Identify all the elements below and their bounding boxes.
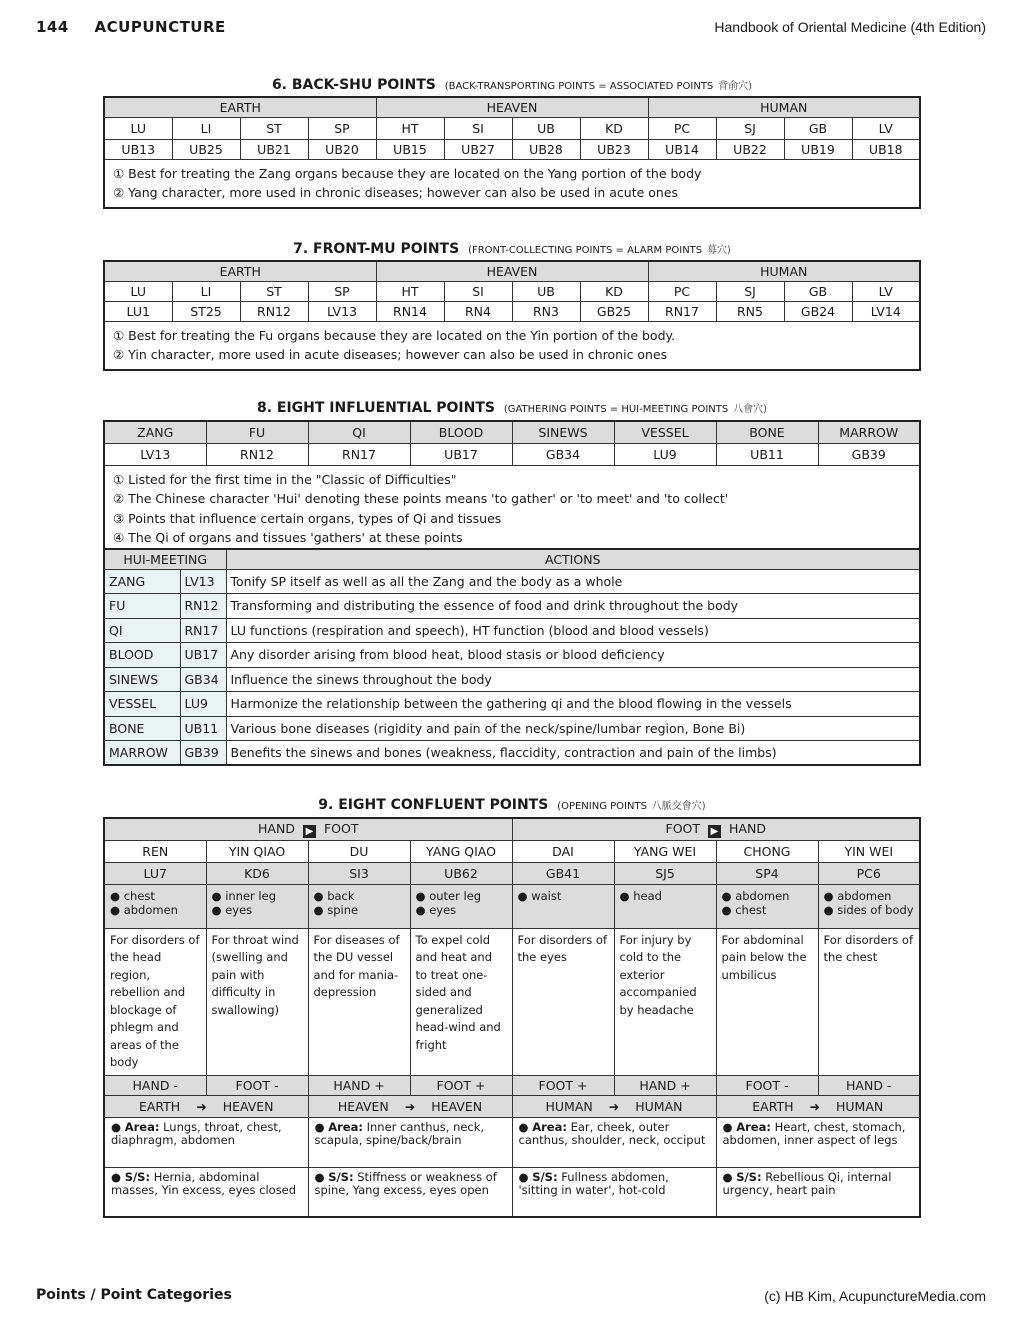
point-cell: UB15 bbox=[376, 139, 444, 159]
area-text: Heart, chest, stomach, abdomen, inner aspect of legs bbox=[722, 1119, 906, 1147]
target-item: inner leg bbox=[225, 888, 277, 903]
target-list: ● head bbox=[614, 884, 716, 928]
front-mu-title-line bbox=[103, 241, 921, 257]
ss-text: Fullness abdomen, 'sitting in water', hot-cold bbox=[518, 1169, 669, 1197]
usage-text: For disorders of the eyes bbox=[512, 928, 614, 1075]
back-shu-table bbox=[103, 96, 921, 209]
point-cell: RN14 bbox=[376, 301, 444, 321]
point-cell: LU1 bbox=[104, 301, 172, 321]
target-item: spine bbox=[327, 902, 359, 917]
area-text: Ear, cheek, outer canthus, shoulder, neck, occiput bbox=[518, 1119, 706, 1147]
pair-to: HEAVEN bbox=[431, 1098, 483, 1114]
dir-to: FOOT bbox=[323, 820, 359, 836]
vessel-cell: YANG QIAO bbox=[410, 840, 512, 862]
hui-point: UB17 bbox=[180, 643, 226, 668]
target-list: ● waist bbox=[512, 884, 614, 928]
group-header: EARTH bbox=[104, 261, 376, 281]
ss-text: Rebellious Qi, internal urgency, heart pain bbox=[722, 1169, 892, 1197]
point-cell: RN17 bbox=[648, 301, 716, 321]
channel-cell: UB bbox=[512, 281, 580, 301]
channel-cell: ST bbox=[240, 281, 308, 301]
note-line: ② The Chinese character 'Hui' denoting these points means 'to gather' or 'to meet' and 'to collect' bbox=[113, 491, 729, 506]
pair-direction bbox=[104, 1095, 308, 1117]
channel-cell: LI bbox=[172, 117, 240, 139]
section-name: ACUPUNCTURE bbox=[94, 18, 226, 36]
point-cell: UB18 bbox=[852, 139, 920, 159]
channel-cell: PC bbox=[648, 281, 716, 301]
confluent-table bbox=[103, 817, 921, 1218]
book-title: Handbook of Oriental Medicine (4th Edition) bbox=[714, 19, 986, 35]
point-cell: UB28 bbox=[512, 139, 580, 159]
target-item: eyes bbox=[225, 902, 253, 917]
confluent-cjk: 八脈交會穴) bbox=[651, 801, 706, 812]
influential-title: 8. EIGHT INFLUENTIAL POINTS bbox=[256, 400, 495, 416]
dir-to: HAND bbox=[729, 820, 766, 836]
group-header: HUMAN bbox=[648, 97, 920, 117]
pair-area: ● Area: Inner canthus, neck, scapula, spine/back/brain bbox=[308, 1117, 512, 1167]
ss-label: S/S: bbox=[124, 1169, 151, 1184]
front-mu-subtitle: (FRONT-COLLECTING POINTS = ALARM POINTS bbox=[468, 245, 703, 256]
point-cell: LU9 bbox=[614, 443, 716, 465]
channel-cell: UB bbox=[512, 117, 580, 139]
confluent-subtitle: (OPENING POINTS bbox=[557, 801, 647, 812]
pair-area: ● Area: Heart, chest, stomach, abdomen, inner aspect of legs bbox=[716, 1117, 920, 1167]
pair-area: ● Area: Lungs, throat, chest, diaphragm, abdomen bbox=[104, 1117, 308, 1167]
category-cell: QI bbox=[308, 421, 410, 443]
point-cell: GB34 bbox=[512, 443, 614, 465]
pair-from: HUMAN bbox=[545, 1098, 593, 1114]
back-shu-title-line bbox=[103, 77, 921, 93]
target-item: abdomen bbox=[735, 888, 790, 903]
usage-text: For injury by cold to the exterior accompanied by headache bbox=[614, 928, 716, 1075]
group-header: HUMAN bbox=[648, 261, 920, 281]
influential-subtitle: (GATHERING POINTS = HUI-MEETING POINTS bbox=[503, 404, 729, 415]
polarity-cell: FOOT + bbox=[512, 1075, 614, 1095]
hui-name: FU bbox=[104, 594, 180, 619]
confluent-title: 9. EIGHT CONFLUENT POINTS bbox=[318, 797, 549, 813]
back-shu-notes bbox=[104, 159, 920, 208]
point-cell: RN12 bbox=[206, 443, 308, 465]
point-cell: UB11 bbox=[716, 443, 818, 465]
usage-text: For diseases of the DU vessel and for mania-depression bbox=[308, 928, 410, 1075]
channel-cell: HT bbox=[376, 117, 444, 139]
hui-point: GB39 bbox=[180, 741, 226, 766]
back-shu-cjk: 背俞穴) bbox=[718, 81, 753, 92]
category-cell: BONE bbox=[716, 421, 818, 443]
polarity-cell: FOOT - bbox=[206, 1075, 308, 1095]
hui-point: GB34 bbox=[180, 667, 226, 692]
channel-cell: SI bbox=[444, 281, 512, 301]
channel-cell: ST bbox=[240, 117, 308, 139]
area-label: Area: bbox=[328, 1119, 363, 1134]
point-cell: SP4 bbox=[716, 862, 818, 884]
target-list: ● chest ● abdomen bbox=[104, 884, 206, 928]
point-cell: UB23 bbox=[580, 139, 648, 159]
hui-action: Benefits the sinews and bones (weakness, flaccidity, contraction and pain of the limbs) bbox=[226, 741, 920, 766]
point-cell: UB22 bbox=[716, 139, 784, 159]
back-shu-title: 6. BACK-SHU POINTS bbox=[271, 77, 436, 93]
channel-cell: LI bbox=[172, 281, 240, 301]
hui-point: UB11 bbox=[180, 716, 226, 741]
pair-area: ● Area: Ear, cheek, outer canthus, shoulder, neck, occiput bbox=[512, 1117, 716, 1167]
pair-direction bbox=[512, 1095, 716, 1117]
arrow-right-icon: ➜ bbox=[404, 1098, 416, 1114]
note-line: ② Yin character, more used in acute diseases; however can also be used in chronic ones bbox=[113, 347, 668, 362]
target-list: ● back ● spine bbox=[308, 884, 410, 928]
ss-label: S/S: bbox=[736, 1169, 762, 1184]
hui-action: Influence the sinews throughout the body bbox=[226, 667, 920, 692]
vessel-cell: CHONG bbox=[716, 840, 818, 862]
front-mu-notes bbox=[104, 321, 920, 370]
group-header: HEAVEN bbox=[376, 261, 648, 281]
pair-direction bbox=[308, 1095, 512, 1117]
channel-cell: KD bbox=[580, 117, 648, 139]
point-cell: KD6 bbox=[206, 862, 308, 884]
channel-cell: SP bbox=[308, 281, 376, 301]
hui-name: BLOOD bbox=[104, 643, 180, 668]
polarity-cell: HAND - bbox=[104, 1075, 206, 1095]
vessel-cell: YANG WEI bbox=[614, 840, 716, 862]
hui-name: MARROW bbox=[104, 741, 180, 766]
target-item: head bbox=[633, 888, 662, 903]
category-cell: MARROW bbox=[818, 421, 920, 443]
channel-cell: SJ bbox=[716, 117, 784, 139]
hui-meeting-header: HUI-MEETING bbox=[104, 549, 226, 569]
hui-name: BONE bbox=[104, 716, 180, 741]
point-cell: LU7 bbox=[104, 862, 206, 884]
direction-header-left bbox=[104, 818, 512, 840]
ss-label: S/S: bbox=[532, 1169, 558, 1184]
channel-cell: SP bbox=[308, 117, 376, 139]
area-label: Area: bbox=[736, 1119, 771, 1134]
hui-action: Tonify SP itself as well as all the Zang and the body as a whole bbox=[226, 569, 920, 594]
hui-point: RN17 bbox=[180, 618, 226, 643]
arrow-right-icon: ➜ bbox=[196, 1098, 207, 1114]
pair-from: EARTH bbox=[752, 1098, 794, 1114]
channel-cell: LU bbox=[104, 117, 172, 139]
usage-text: To expel cold and heat and to treat one-sided and generalized head-wind and fright bbox=[410, 928, 512, 1075]
arrow-right-icon: ➜ bbox=[608, 1098, 620, 1114]
hui-name: SINEWS bbox=[104, 667, 180, 692]
vessel-cell: DU bbox=[308, 840, 410, 862]
right-arrow-icon: ▶ bbox=[303, 825, 316, 838]
category-cell: BLOOD bbox=[410, 421, 512, 443]
hui-name: QI bbox=[104, 618, 180, 643]
category-cell: VESSEL bbox=[614, 421, 716, 443]
pair-to: HUMAN bbox=[836, 1098, 884, 1114]
target-list: ● outer leg ● eyes bbox=[410, 884, 512, 928]
hui-action: Harmonize the relationship between the gathering qi and the blood flowing in the vessels bbox=[226, 692, 920, 717]
footer-copyright: (c) HB Kim, AcupunctureMedia.com bbox=[764, 1288, 986, 1304]
point-cell: UB13 bbox=[104, 139, 172, 159]
channel-cell: SJ bbox=[716, 281, 784, 301]
point-cell: LV14 bbox=[852, 301, 920, 321]
right-arrow-icon: ▶ bbox=[708, 825, 721, 838]
footer-category: Points / Point Categories bbox=[36, 1287, 232, 1303]
pair-symptoms: ● S/S: Rebellious Qi, internal urgency, heart pain bbox=[716, 1167, 920, 1217]
usage-text: For abdominal pain below the umbilicus bbox=[716, 928, 818, 1075]
point-cell: SI3 bbox=[308, 862, 410, 884]
hui-meeting-table bbox=[103, 548, 921, 766]
point-cell: GB24 bbox=[784, 301, 852, 321]
vessel-cell: YIN QIAO bbox=[206, 840, 308, 862]
target-item: chest bbox=[735, 902, 767, 917]
polarity-cell: HAND - bbox=[818, 1075, 920, 1095]
hui-name: VESSEL bbox=[104, 692, 180, 717]
target-list: ● inner leg ● eyes bbox=[206, 884, 308, 928]
point-cell: UB14 bbox=[648, 139, 716, 159]
actions-header: ACTIONS bbox=[226, 549, 920, 569]
polarity-cell: HAND + bbox=[614, 1075, 716, 1095]
pair-symptoms: ● S/S: Stiffness or weakness of spine, Yang excess, eyes open bbox=[308, 1167, 512, 1217]
note-line: ① Best for treating the Zang organs because they are located on the Yang portion of the body bbox=[113, 165, 702, 181]
point-cell: RN17 bbox=[308, 443, 410, 465]
category-cell: SINEWS bbox=[512, 421, 614, 443]
target-item: abdomen bbox=[837, 888, 892, 903]
ss-text: Hernia, abdominal masses, Yin excess, eyes closed bbox=[111, 1169, 297, 1197]
hui-action: LU functions (respiration and speech), HT function (blood and blood vessels) bbox=[226, 618, 920, 643]
point-cell: SJ5 bbox=[614, 862, 716, 884]
target-item: sides of body bbox=[837, 902, 914, 917]
channel-cell: LV bbox=[852, 281, 920, 301]
dir-from: FOOT bbox=[665, 820, 701, 836]
usage-text: For throat wind (swelling and pain with difficulty in swallowing) bbox=[206, 928, 308, 1075]
front-mu-table bbox=[103, 260, 921, 371]
polarity-cell: HAND + bbox=[308, 1075, 410, 1095]
note-line: ② Yang character, more used in chronic diseases; however can also be used in acute ones bbox=[113, 185, 679, 200]
area-text: Lungs, throat, chest, diaphragm, abdomen bbox=[111, 1119, 282, 1147]
point-cell: UB21 bbox=[240, 139, 308, 159]
pair-symptoms: ● S/S: Fullness abdomen, 'sitting in water', hot-cold bbox=[512, 1167, 716, 1217]
influential-title-line bbox=[103, 400, 921, 416]
hui-action: Transforming and distributing the essence of food and drink throughout the body bbox=[226, 594, 920, 619]
point-cell: UB17 bbox=[410, 443, 512, 465]
point-cell: UB62 bbox=[410, 862, 512, 884]
pair-to: HUMAN bbox=[635, 1098, 683, 1114]
channel-cell: GB bbox=[784, 281, 852, 301]
channel-cell: SI bbox=[444, 117, 512, 139]
target-item: back bbox=[327, 888, 355, 903]
direction-header-right bbox=[512, 818, 920, 840]
page-header-left bbox=[36, 18, 226, 36]
channel-cell: GB bbox=[784, 117, 852, 139]
vessel-cell: YIN WEI bbox=[818, 840, 920, 862]
note-line: ① Best for treating the Fu organs because they are located on the Yin portion of the body. bbox=[113, 327, 676, 343]
back-shu-subtitle: (BACK-TRANSPORTING POINTS = ASSOCIATED POINTS bbox=[444, 81, 714, 92]
point-cell: UB27 bbox=[444, 139, 512, 159]
arrow-right-icon: ➜ bbox=[809, 1098, 820, 1114]
target-item: chest bbox=[123, 888, 155, 903]
point-cell: LV13 bbox=[308, 301, 376, 321]
pair-direction bbox=[716, 1095, 920, 1117]
channel-cell: HT bbox=[376, 281, 444, 301]
point-cell: GB25 bbox=[580, 301, 648, 321]
polarity-cell: FOOT - bbox=[716, 1075, 818, 1095]
target-item: abdomen bbox=[123, 902, 178, 917]
hui-action: Various bone diseases (rigidity and pain of the neck/spine/lumbar region, Bone Bi) bbox=[226, 716, 920, 741]
usage-text: For disorders of the head region, rebellion and blockage of phlegm and areas of the body bbox=[104, 928, 206, 1075]
pair-symptoms: ● S/S: Hernia, abdominal masses, Yin excess, eyes closed bbox=[104, 1167, 308, 1217]
pair-from: EARTH bbox=[138, 1098, 181, 1114]
polarity-cell: FOOT + bbox=[410, 1075, 512, 1095]
area-label: Area: bbox=[532, 1119, 567, 1134]
channel-cell: PC bbox=[648, 117, 716, 139]
hui-name: ZANG bbox=[104, 569, 180, 594]
area-text: Inner canthus, neck, scapula, spine/back/brain bbox=[314, 1119, 485, 1147]
ss-label: S/S: bbox=[328, 1169, 354, 1184]
point-cell: UB25 bbox=[172, 139, 240, 159]
channel-cell: LV bbox=[852, 117, 920, 139]
point-cell: GB39 bbox=[818, 443, 920, 465]
area-label: Area: bbox=[124, 1119, 160, 1134]
page-number: 144 bbox=[36, 18, 69, 36]
target-item: waist bbox=[531, 888, 562, 903]
target-item: eyes bbox=[429, 902, 457, 917]
hui-point: LU9 bbox=[180, 692, 226, 717]
point-cell: UB19 bbox=[784, 139, 852, 159]
point-cell: ST25 bbox=[172, 301, 240, 321]
note-line: ③ Points that influence certain organs, types of Qi and tissues bbox=[113, 510, 502, 526]
note-line: ④ The Qi of organs and tissues 'gathers' at these points bbox=[113, 530, 463, 545]
group-header: EARTH bbox=[104, 97, 376, 117]
target-item: outer leg bbox=[429, 888, 482, 903]
note-line: ① Listed for the first time in the "Classic of Difficulties" bbox=[113, 471, 457, 487]
front-mu-title: 7. FRONT-MU POINTS bbox=[293, 241, 460, 257]
front-mu-cjk: 募穴) bbox=[707, 245, 731, 256]
group-header: HEAVEN bbox=[376, 97, 648, 117]
point-cell: RN12 bbox=[240, 301, 308, 321]
channel-cell: KD bbox=[580, 281, 648, 301]
point-cell: RN3 bbox=[512, 301, 580, 321]
target-list: ● abdomen ● sides of body bbox=[818, 884, 920, 928]
point-cell: GB41 bbox=[512, 862, 614, 884]
category-cell: ZANG bbox=[104, 421, 206, 443]
ss-text: Stiffness or weakness of spine, Yang excess, eyes open bbox=[314, 1169, 497, 1197]
hui-point: LV13 bbox=[180, 569, 226, 594]
target-list: ● abdomen ● chest bbox=[716, 884, 818, 928]
vessel-cell: DAI bbox=[512, 840, 614, 862]
influential-table bbox=[103, 420, 921, 554]
point-cell: UB20 bbox=[308, 139, 376, 159]
category-cell: FU bbox=[206, 421, 308, 443]
pair-to: HEAVEN bbox=[222, 1098, 274, 1114]
hui-action: Any disorder arising from blood heat, blood stasis or blood deficiency bbox=[226, 643, 920, 668]
influential-cjk: 八會穴) bbox=[733, 404, 768, 415]
point-cell: LV13 bbox=[104, 443, 206, 465]
vessel-cell: REN bbox=[104, 840, 206, 862]
hui-point: RN12 bbox=[180, 594, 226, 619]
confluent-title-line bbox=[103, 797, 921, 813]
point-cell: RN4 bbox=[444, 301, 512, 321]
dir-from: HAND bbox=[258, 820, 295, 836]
point-cell: PC6 bbox=[818, 862, 920, 884]
point-cell: RN5 bbox=[716, 301, 784, 321]
channel-cell: LU bbox=[104, 281, 172, 301]
influential-notes bbox=[104, 465, 920, 553]
usage-text: For disorders of the chest bbox=[818, 928, 920, 1075]
pair-from: HEAVEN bbox=[337, 1098, 389, 1114]
